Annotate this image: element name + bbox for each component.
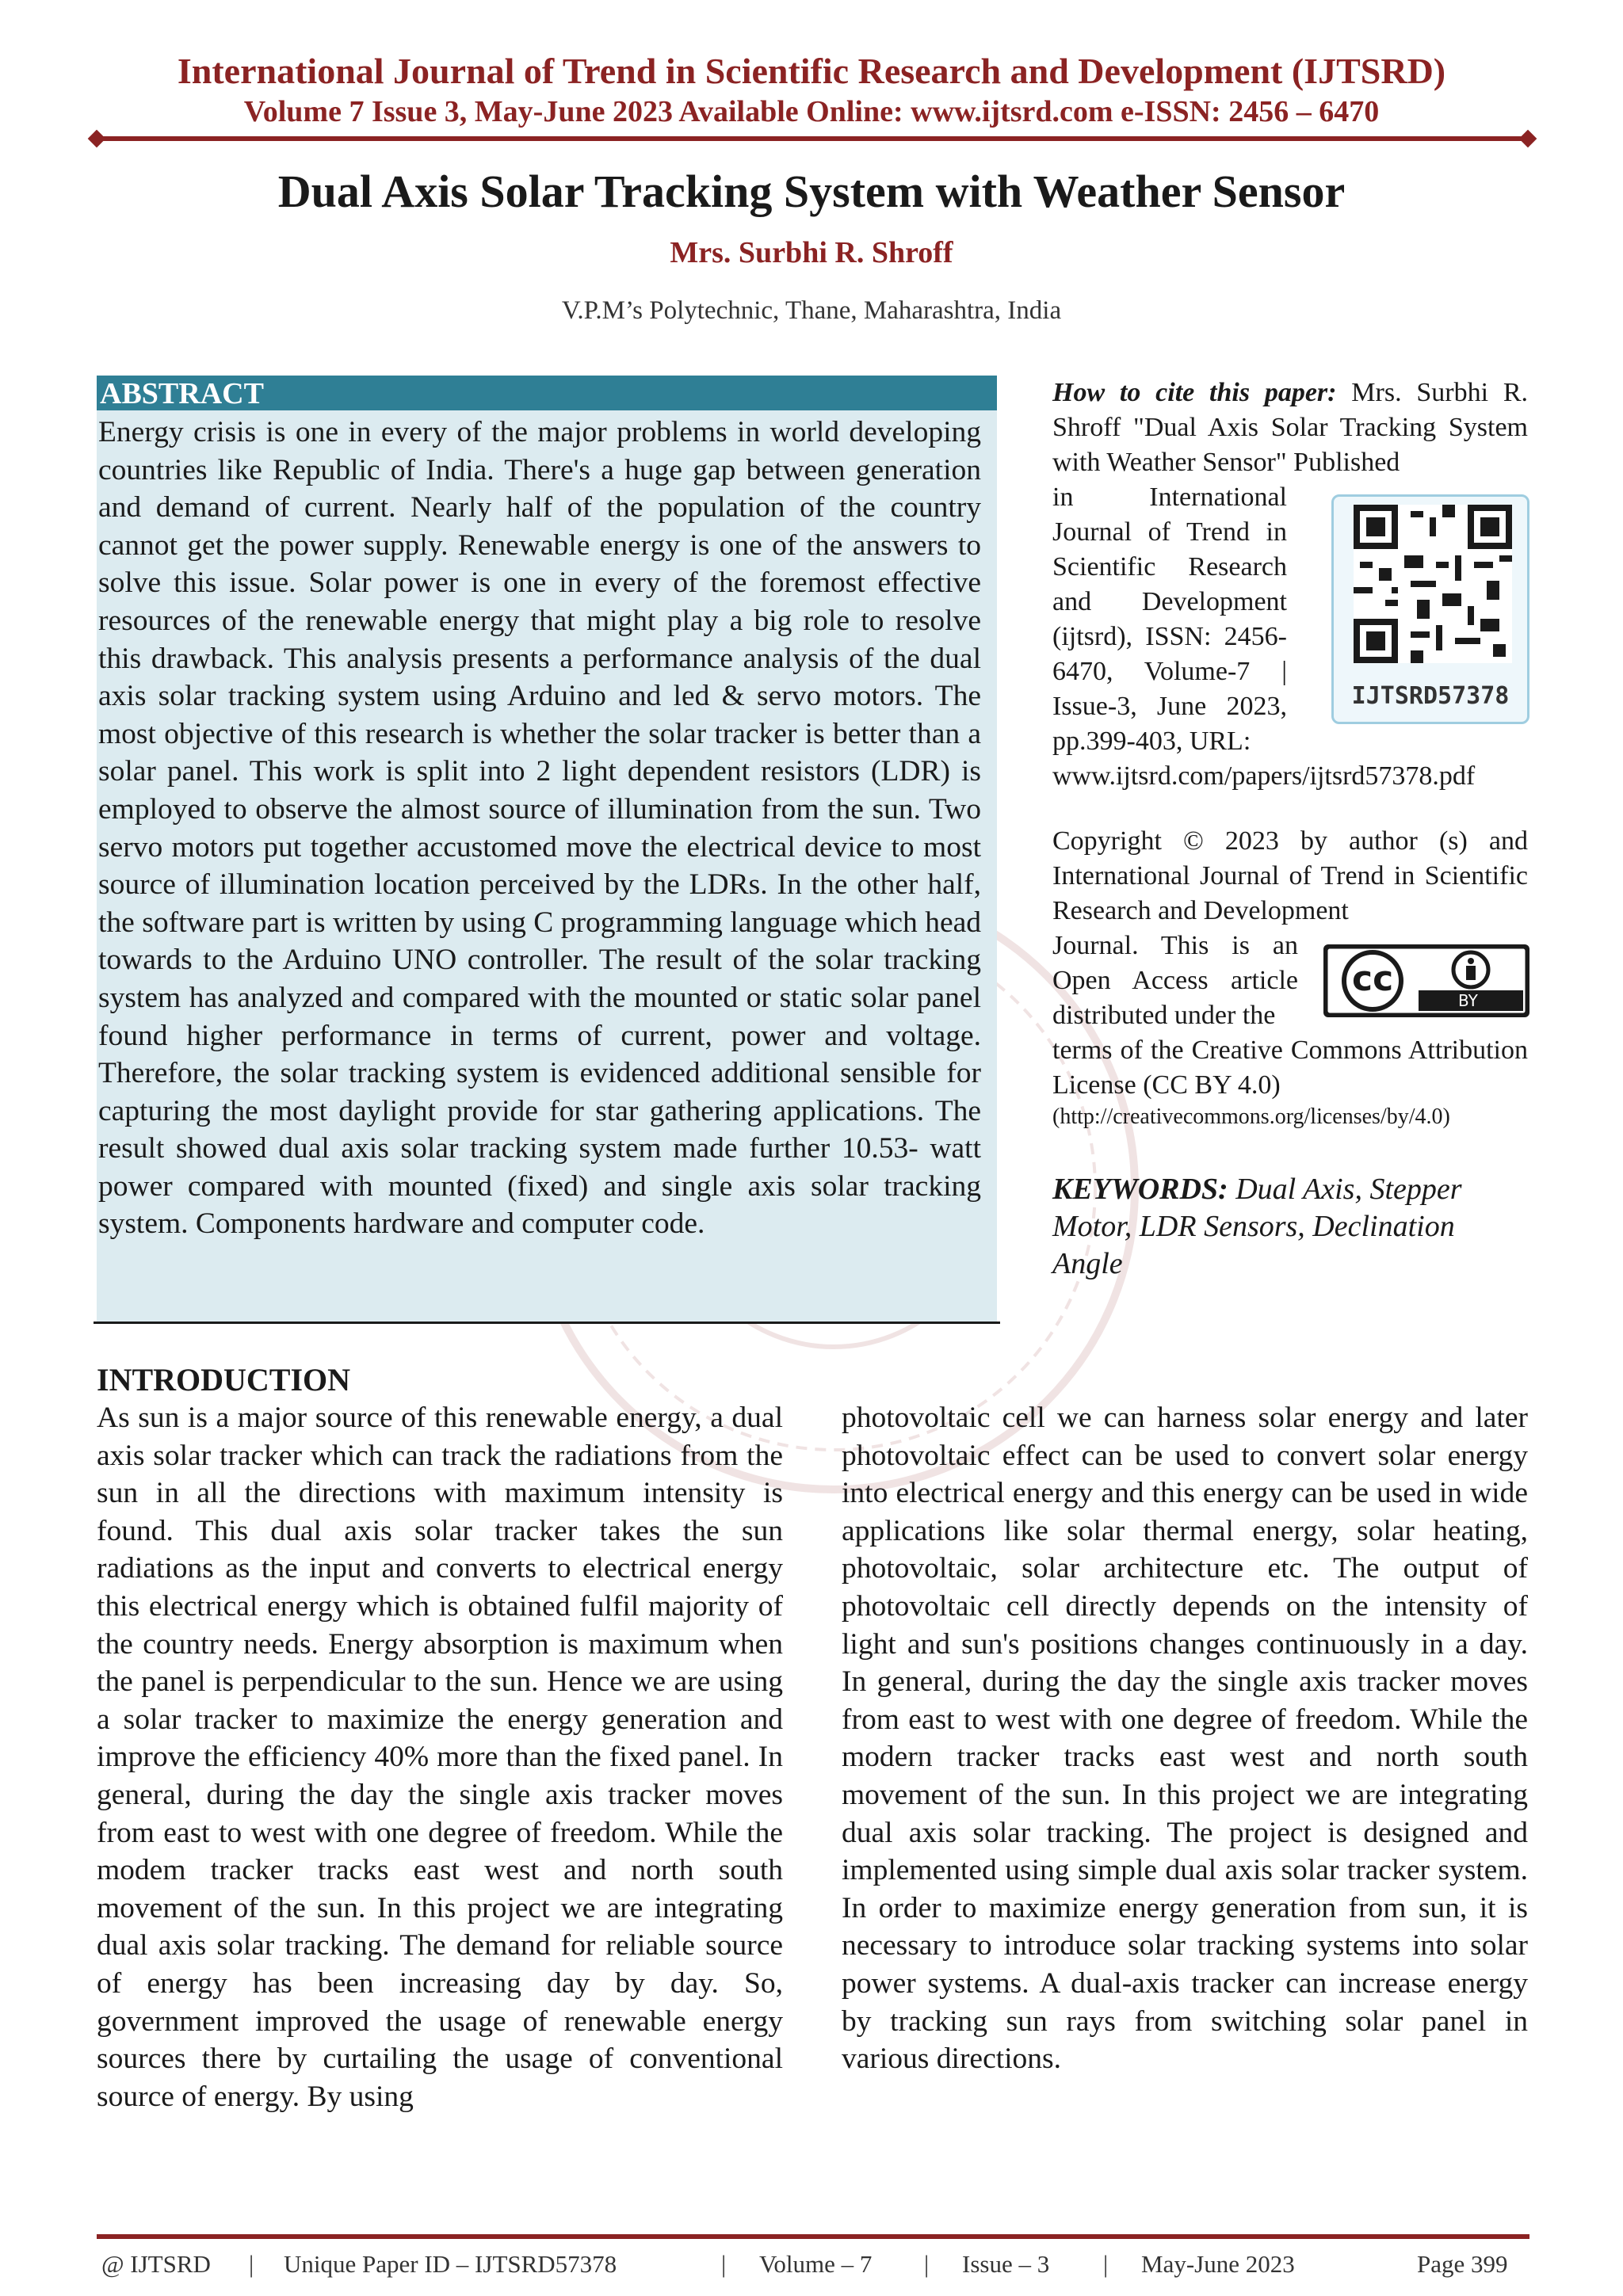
journal-name: International Journal of Trend in Scientific Research and Development (IJTSRD)	[177, 51, 1446, 91]
journal-issue-line: Volume 7 Issue 3, May-June 2023 Available Online: www.ijtsrd.com e-ISSN: 2456 – 6470	[243, 95, 1380, 128]
introduction-heading: INTRODUCTION	[97, 1362, 351, 1398]
footer-date: May-June 2023	[1141, 2250, 1295, 2278]
page-footer	[97, 2248, 1529, 2280]
license-url[interactable]: (http://creativecommons.org/licenses/by/4.0)	[1052, 1104, 1450, 1129]
footer-divider	[97, 2234, 1529, 2239]
qr-code-icon	[1354, 505, 1512, 663]
citation-block: How to cite this paper: Mrs. Surbhi R. Shroff "Dual Axis Solar Tracking System with Weather Sensor" Published in International Journal of Trend in Scientific Research and Development (ijtsrd), ISSN: 2456-6470, Volume-7 | Issue-3, June 2023, pp.399-403, URL: www.ijtsrd.com/papers/ijtsrd57378.pdf	[1052, 376, 1528, 794]
footer-volume: Volume – 7	[759, 2250, 873, 2278]
copyright-text-wrap: Journal. This is an Open Access article distributed under the	[1052, 931, 1298, 1030]
copyright-text-head: Copyright © 2023 by author (s) and International Journal of Trend in Scientific Research and Development	[1052, 826, 1528, 925]
cc-by-license-badge[interactable]	[1323, 944, 1529, 1017]
keywords-text: Dual Axis, Stepper Motor, LDR Sensors, Declination Angle	[1052, 1173, 1462, 1280]
author-affiliation: V.P.M’s Polytechnic, Thane, Maharashtra, India	[561, 296, 1062, 325]
footer-issue: Issue – 3	[962, 2250, 1050, 2278]
divider-end-left	[88, 130, 106, 148]
footer-separator: |	[249, 2250, 254, 2278]
abstract-text: Energy crisis is one in every of the major problems in world developing countries like Republic of India. There's a huge gap between generation and demand of current. Nearly half of the population of the country cannot get the power supply. Renewable energy is one of the answers to solve this issue. Solar power is one in every of the foremost effective resources of the renewable energy that might play a big role to resolve this drawback. This analysis presents a performance analysis of the dual axis solar tracking system using Arduino and led & servo motors. The most objective of this research is whether the solar tracker is better than a solar panel. This work is split into 2 light dependent resistors (LDR) is employed to observe the almost source of illumination from the sun. Two servo motors put together accustomed move the electrical device to most source of illumination location perceived by the LDRs. In the other half, the software part is written by using C programming language which head towards to the Arduino UNO controller. The result of the solar tracking system has analyzed and compared with the mounted or static solar panel found higher performance in terms of current, power and voltage. Therefore, the solar tracking system is evidenced additional sensible for capturing the most daylight provide for star gathering applications. The result showed dual axis solar tracking system made further 10.53- watt power compared with mounted (fixed) and single axis solar tracking system. Components hardware and computer code.	[98, 416, 981, 1241]
qr-code-card[interactable]	[1331, 494, 1529, 724]
footer-paper-id: Unique Paper ID – IJTSRD57378	[284, 2250, 617, 2278]
footer-separator: |	[924, 2250, 930, 2278]
citation-text-head: Mrs. Surbhi R. Shroff "Dual Axis Solar Tracking System with Weather Sensor" Published	[1052, 378, 1529, 477]
footer-page-number: Page 399	[1417, 2250, 1508, 2278]
by-badge-label: BY	[1458, 991, 1478, 1010]
keywords-label: KEYWORDS:	[1052, 1173, 1228, 1206]
copyright-text-tail: terms of the Creative Commons Attribution License (CC BY 4.0)	[1052, 1035, 1528, 1100]
introduction-right-column: photovoltaic cell we can harness solar energy and later photovoltaic effect can be used to convert solar energy into electrical energy and this energy can be used in wide applications like solar thermal energy, solar heating, photovoltaic, solar architecture etc. The output of photovoltaic cell directly depends on the intensity of light and sun's positions changes continuously in a day. In general, during the day the single axis tracker moves from east to west with one degree of freedom. While the modern tracker tracks east west and north south movement of the sun. In this project we are integrating dual axis solar tracking. The project is designed and implemented using simple dual axis solar tracker system. In order to maximize energy generation from sun, it is necessary to introduce solar tracking systems into solar power systems. A dual-axis tracker can increase energy by tracking sun rays from switching solar panel in various directions.	[842, 1402, 1528, 2076]
citation-url[interactable]: www.ijtsrd.com/papers/ijtsrd57378.pdf	[1052, 761, 1476, 791]
header-divider	[97, 136, 1529, 141]
cc-badge-label: cc	[1352, 959, 1394, 999]
citation-text-wrap: in International Journal of Trend in Scientific Research and Development (ijtsrd), ISSN: 2456-6470, Volume-7 | Issue-3, June 2023, pp.399-403, URL:	[1052, 482, 1287, 756]
abstract-bottom-rule	[94, 1322, 1000, 1324]
footer-separator: |	[1103, 2250, 1109, 2278]
introduction-left-column: As sun is a major source of this renewable energy, a dual axis solar tracker which can track the radiations from the sun in all the directions with maximum intensity is found. This dual axis solar tracker takes the sun radiations as the input and converts to electrical energy this electrical energy which is obtained fulfil majority of the country needs. Energy absorption is maximum when the panel is perpendicular to the sun. Hence we are using a solar tracker to maximize the energy generation and improve the efficiency 40% more than the fixed panel. In general, during the day the single axis tracker moves from east to west with one degree of freedom. While the modem tracker tracks east west and north south movement of the sun. In this project we are integrating dual axis solar tracking. The demand for reliable source of energy has been increasing day by day. So, government improved the usage of renewable energy sources there by curtailing the usage of conventional source of energy. By using	[97, 1402, 783, 2113]
abstract-heading: ABSTRACT	[97, 376, 997, 410]
author-name: Mrs. Surbhi R. Shroff	[670, 236, 953, 269]
footer-publisher: @ IJTSRD	[101, 2250, 211, 2278]
divider-end-right	[1519, 130, 1537, 148]
qr-caption: IJTSRD57378	[1351, 682, 1510, 710]
citation-label: How to cite this paper	[1052, 378, 1328, 407]
footer-separator: |	[721, 2250, 727, 2278]
keywords-block	[1052, 1171, 1528, 1283]
paper-title: Dual Axis Solar Tracking System with Weather Sensor	[277, 166, 1346, 217]
